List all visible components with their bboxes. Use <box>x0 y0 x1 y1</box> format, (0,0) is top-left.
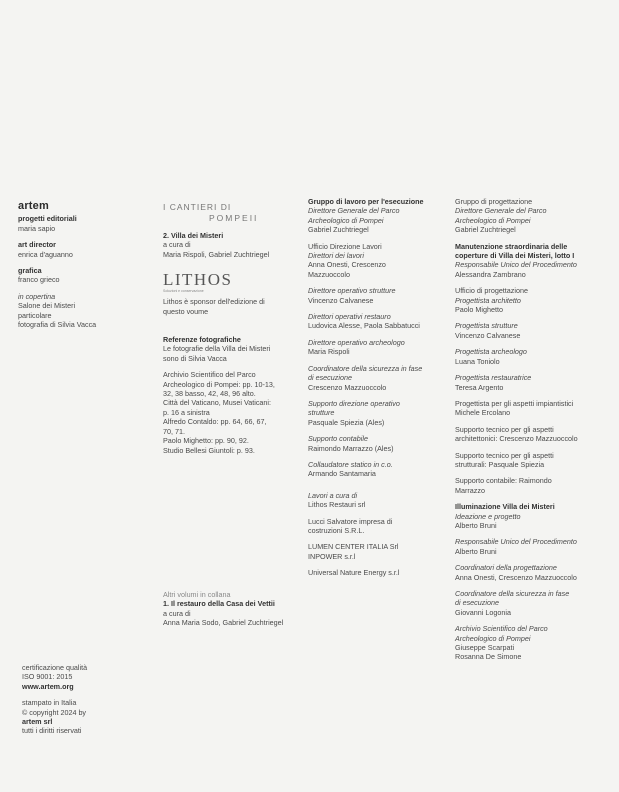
role: strutture <box>308 408 335 418</box>
role: Progettista strutture <box>455 321 518 331</box>
role: Direttori operativi restauro <box>308 312 391 322</box>
print-line: © copyright 2024 by <box>22 707 87 717</box>
person: Luana Toniolo <box>455 356 500 366</box>
ref-title: Referenze fotografiche <box>163 335 241 345</box>
series-logo-bottom: POMPEII <box>209 213 259 223</box>
company: Lithos Restauri srl <box>308 500 366 510</box>
role: Coordinatore della sicurezza in fase <box>455 589 570 598</box>
credits-column-2 <box>163 202 298 455</box>
other-volume-title: 1. Il restauro della Casa dei Vettii <box>163 599 275 609</box>
volume-editors: Maria Rispoli, Gabriel Zuchtriegel <box>163 249 270 259</box>
archive-line: Città del Vaticano, Musei Vaticani: <box>163 398 271 408</box>
certification-line: ISO 9001: 2015 <box>22 672 73 682</box>
role: Lavori a cura di <box>308 490 358 500</box>
person: Mazzuoccolo <box>308 269 350 279</box>
group-title: Ufficio di progettazione <box>455 286 528 296</box>
role: Progettista architetto <box>455 295 521 305</box>
group-title: Ufficio Direzione Lavori <box>308 241 382 251</box>
artem-logo: artem <box>18 200 49 212</box>
person: Ludovica Alesse, Paola Sabbatucci <box>308 321 420 331</box>
person: Anna Onesti, Crescenzo <box>308 260 386 270</box>
person: Alberto Bruni <box>455 520 497 530</box>
company: INPOWER s.r.l <box>308 551 356 561</box>
cover-line: fotografia di Silvia Vacca <box>18 320 97 330</box>
other-volume-editors: Anna Maria Sodo, Gabriel Zuchtriegel <box>163 618 284 628</box>
credit-line: Supporto contabile: Raimondo <box>455 476 552 486</box>
role: Supporto direzione operativo <box>308 398 400 408</box>
group-title: Gruppo di lavoro per l'esecuzione <box>308 197 424 206</box>
role: Progettista restauratrice <box>455 373 532 383</box>
cover-line: Salone dei Misteri <box>18 301 76 311</box>
role: Direttore operativo strutture <box>308 286 396 296</box>
editorial-name: maria sapio <box>18 223 56 233</box>
role: Collaudatore statico in c.o. <box>308 459 393 469</box>
person: Paolo Mighetto <box>455 305 503 315</box>
archive-line: Alfredo Contaldo: pp. 64, 66, 67, <box>163 417 267 427</box>
person: Crescenzo Mazzuoccolo <box>308 382 387 392</box>
archive-line: 70, 71. <box>163 426 185 436</box>
person: Pasquale Spiezia (Ales) <box>308 417 385 427</box>
grafica-name: franco grieco <box>18 275 60 285</box>
company: LUMEN CENTER ITALIA Srl <box>308 542 399 552</box>
ref-line: Le fotografie della Villa dei Misteri <box>163 344 271 354</box>
certification-line: certificazione qualità <box>22 663 88 672</box>
person: Raimondo Marrazzo (Ales) <box>308 443 394 453</box>
art-director-name: enrica d'aguanno <box>18 249 73 259</box>
role: di esecuzione <box>455 598 499 608</box>
role: di esecuzione <box>308 373 352 383</box>
group-title: Manutenzione straordinaria delle <box>455 241 568 251</box>
role: Direttore operativo archeologo <box>308 337 405 347</box>
lithos-logo: LITHOS <box>163 270 233 290</box>
sponsor-line: Lithos è sponsor dell'edizione di <box>163 297 265 307</box>
archive-line: Studio Bellesi Giuntoli: p. 93. <box>163 445 255 455</box>
other-volumes <box>163 590 298 628</box>
website: www.artem.org <box>22 681 74 691</box>
group-title: Gruppo di progettazione <box>455 197 533 206</box>
role: Archeologico di Pompei <box>455 633 531 643</box>
role: Archivio Scientifico del Parco <box>455 624 548 634</box>
cover-line: particolare <box>18 310 52 320</box>
credit-line: Marrazzo <box>455 485 485 495</box>
volume-curated: a cura di <box>163 240 191 250</box>
company: Universal Nature Energy s.r.l <box>308 568 400 578</box>
credit-line: Progettista per gli aspetti impiantistici <box>455 398 574 408</box>
archive-line: p. 16 a sinistra <box>163 407 210 417</box>
person: Gabriel Zuchtriegel <box>455 225 516 235</box>
role: Ideazione e progetto <box>455 511 521 521</box>
person: Alberto Bruni <box>455 546 497 556</box>
person: Vincenzo Calvanese <box>455 330 521 340</box>
person: Rosanna De Simone <box>455 652 522 662</box>
group-title: Illuminazione Villa dei Misteri <box>455 502 555 512</box>
series-logo-top: I CANTIERI DI <box>163 202 232 212</box>
other-volumes-label: Altri volumi in collana <box>163 590 231 599</box>
archive-line: Paolo Mighetto: pp. 90, 92. <box>163 436 249 446</box>
sponsor-line: questo voume <box>163 306 209 316</box>
role: Direttore Generale del Parco <box>308 206 400 216</box>
print-line: tutti i diritti riservati <box>22 726 82 736</box>
certification-block <box>22 663 137 736</box>
company: costruzioni S.R.L. <box>308 525 365 535</box>
person: Gabriel Zuchtriegel <box>308 225 369 235</box>
art-director-title: art director <box>18 240 56 250</box>
role: Archeologico di Pompei <box>455 215 531 225</box>
person: Anna Onesti, Crescenzo Mazzuoccolo <box>455 572 577 582</box>
role: Direttore Generale del Parco <box>455 206 547 216</box>
person: Maria Rispoli <box>308 347 350 357</box>
role: Coordinatori della progettazione <box>455 563 557 573</box>
person: Michele Ercolano <box>455 408 511 418</box>
role: Progettista archeologo <box>455 347 527 357</box>
archive-line: 32, 38 basso, 42, 48, 96 alto. <box>163 389 256 399</box>
archive-line: Archivio Scientifico del Parco <box>163 370 256 380</box>
credit-line: strutturali: Pasquale Spiezia <box>455 459 545 469</box>
cover-label: in copertina <box>18 291 56 301</box>
credit-line: Supporto tecnico per gli aspetti <box>455 450 554 460</box>
ref-line: sono di Silvia Vacca <box>163 353 227 363</box>
credits-column-4 <box>455 197 605 662</box>
credits-column-3 <box>308 197 448 578</box>
role: Direttori dei lavori <box>308 251 364 261</box>
role: Responsabile Unico del Procedimento <box>455 537 577 547</box>
person: Vincenzo Calvanese <box>308 295 374 305</box>
person: Giuseppe Scarpati <box>455 643 515 653</box>
company: Lucci Salvatore impresa di <box>308 516 393 526</box>
archive-line: Archeologico di Pompei: pp. 10-13, <box>163 379 275 389</box>
credit-line: Supporto tecnico per gli aspetti <box>455 424 554 434</box>
person: Teresa Argento <box>455 382 504 392</box>
person: Giovanni Logonia <box>455 607 511 617</box>
credit-line: architettonici: Crescenzo Mazzuoccolo <box>455 434 578 444</box>
other-volume-curated: a cura di <box>163 608 191 618</box>
role: Archeologico di Pompei <box>308 215 384 225</box>
role: Supporto contabile <box>308 434 368 444</box>
print-line: artem srl <box>22 717 53 727</box>
print-line: stampato in Italia <box>22 698 77 708</box>
lithos-tagline: Soluzioni e conservazione <box>163 289 204 294</box>
volume-title: 2. Villa dei Misteri <box>163 231 224 240</box>
editorial-title: progetti editoriali <box>18 214 77 224</box>
role: Coordinatore della sicurezza in fase <box>308 363 423 373</box>
person: Armando Santamaria <box>308 469 376 479</box>
role: Responsabile Unico del Procedimento <box>455 260 577 270</box>
group-title: coperture di Villa dei Misteri, lotto I <box>455 251 575 261</box>
credits-column-1 <box>18 202 133 329</box>
grafica-title: grafica <box>18 266 42 276</box>
person: Alessandra Zambrano <box>455 269 526 279</box>
